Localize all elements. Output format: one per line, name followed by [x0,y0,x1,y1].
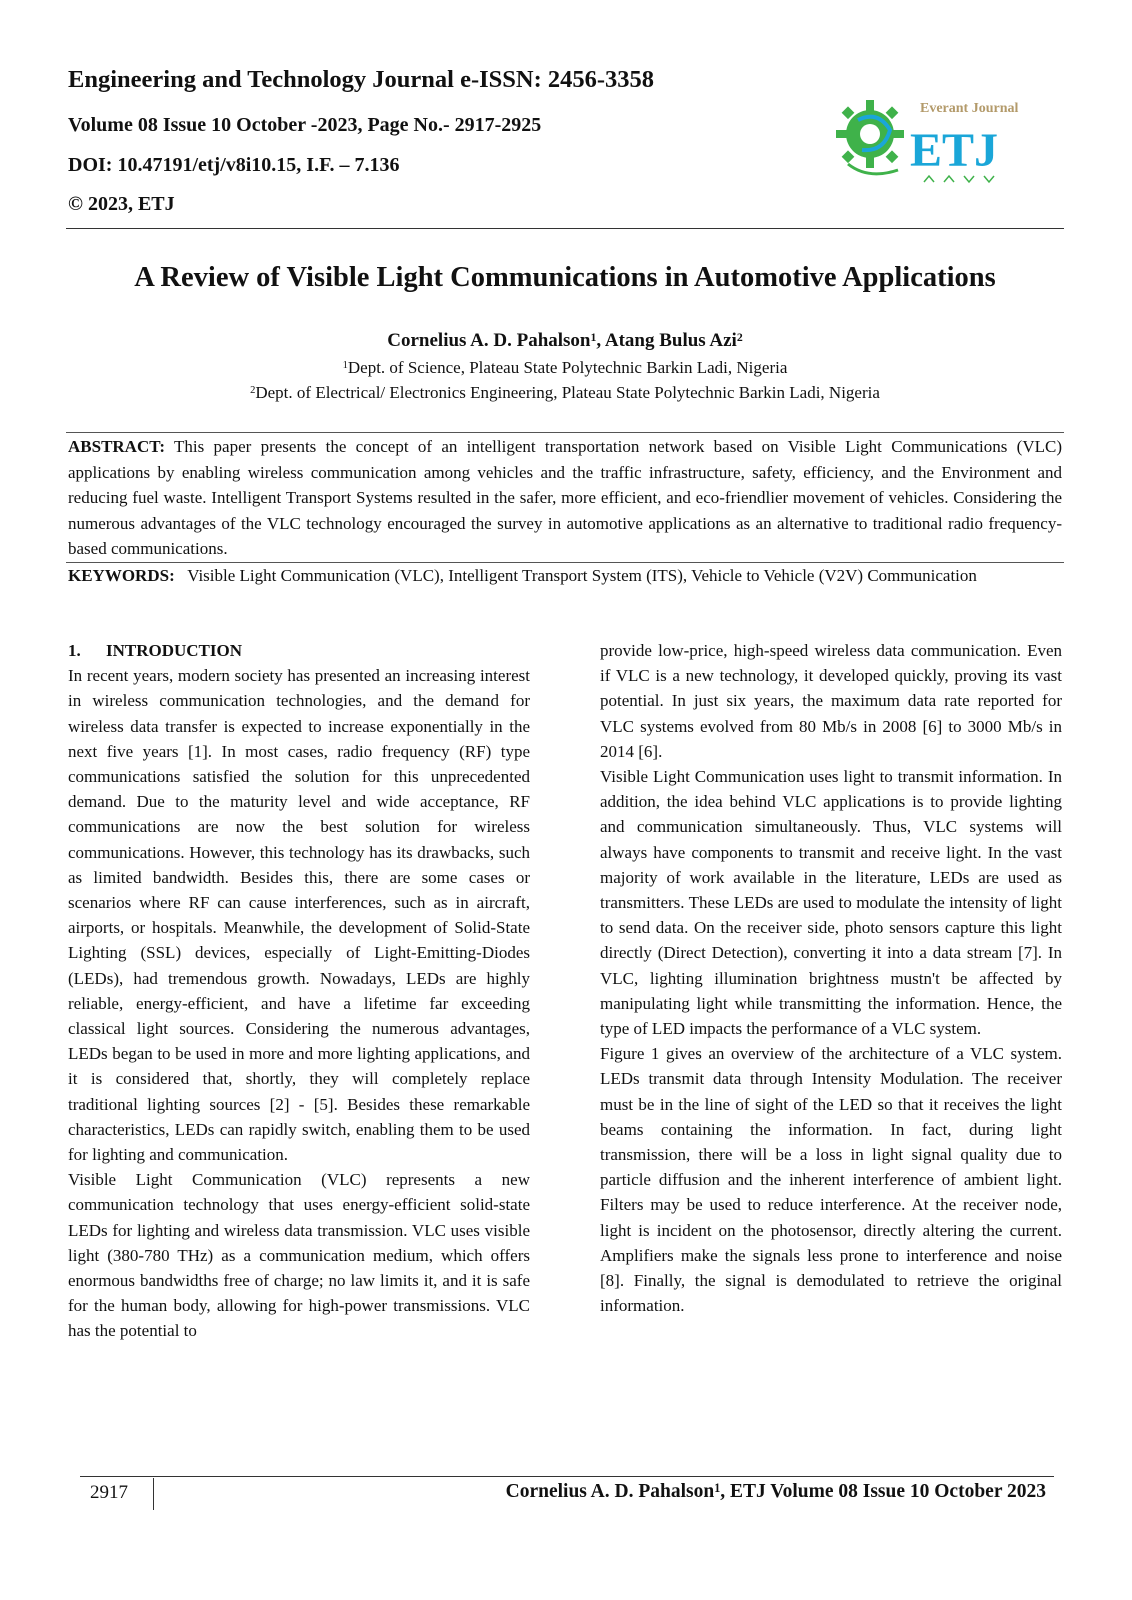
section-title: INTRODUCTION [106,641,243,660]
author-affiliation-mark: 2 [736,330,743,344]
header-divider [66,228,1064,229]
body-paragraph: In recent years, modern society has presented an increasing interest in wireless communication technologies, and the demand for wireless data transfer is expected to increase exponentially in the next five years [1]. In most cases, radio frequency (RF) type communications satisfied the solution for this unprecedented demand. Due to the maturity level and wide acceptance, RF communications are now the best solution for wireless communications. However, this technology has its drawbacks, such as limited bandwidth. Besides this, there are some cases or scenarios where RF can cause interferences, such as in aircraft, airports, or hospitals. Meanwhile, the development of Solid-State Lighting (SSL) devices, especially of Light-Emitting-Diodes (LEDs), had tremendous growth. Nowadays, LEDs are highly reliable, energy-efficient, and have a lifetime far exceeding classical light sources. Considering the numerous advantages, LEDs began to be used in more and more lighting applications, and it is considered that, shortly, they will completely replace traditional lighting sources [2] - [5]. Besides these remarkable characteristics, LEDs can rapidly switch, enabling them to be used for lighting and communication. [68,666,530,1165]
journal-name-issn: Engineering and Technology Journal e-ISSN: 2456-3358 [68,66,655,93]
page-number: 2917 [90,1482,128,1503]
doi-impact-factor: DOI: 10.47191/etj/v8i10.15, I.F. – 7.136 [68,154,400,176]
footer-citation [506,1481,1046,1503]
affiliation-mark: 1 [342,360,348,372]
author-list [66,330,1064,352]
section-number: 1. [68,641,81,660]
volume-pages: Volume 08 Issue 10 October -2023, Page No.- 2917-2925 [68,114,542,136]
footer-journal-ref: , ETJ Volume 08 Issue 10 October 2023 [720,1481,1046,1502]
affiliation-text: Dept. of Electrical/ Electronics Engineering, Plateau State Polytechnic Barkin Ladi, Nigeria [255,383,880,402]
keywords-text: Visible Light Communication (VLC), Intelligent Transport System (ITS), Vehicle to Vehicle (V2V) Communication [187,566,977,585]
abstract-text: This paper presents the concept of an intelligent transportation network based on Visible Light Communications (VLC) applications by enabling wireless communication among vehicles and the traffic infrastructure, safety, efficiency, and the Environment and reducing fuel waste. Intelligent Transport Systems resulted in the safer, more efficient, and eco-friendlier movement of vehicles. Considering the numerous advantages of the VLC technology encouraged the survey in automotive applications as an alternative to traditional radio frequency-based communications. [68,437,1063,558]
section-heading [68,638,530,663]
abstract-label: ABSTRACT: [68,437,165,456]
affiliation [66,383,1064,403]
logo-publisher-text: Everant Journal [920,101,1019,116]
abstract [68,434,1062,562]
body-column-left [68,638,530,1344]
journal-header [68,66,1058,230]
body-paragraph: Visible Light Communication (VLC) represents a new communication technology that uses energy-efficient solid-state LEDs for lighting and wireless data transmission. VLC uses visible light (380-780 THz) as a communication medium, which offers enormous bandwidths free of charge; no law limits it, and it is safe for the human body, allowing for high-power transmissions. VLC has the potential to [68,1170,530,1341]
footer-author-mark: 1 [714,1480,721,1495]
body-paragraph: Figure 1 gives an overview of the architecture of a VLC system. LEDs transmit data through Intensity Modulation. The receiver must be in the line of sight of the LED so that it receives the light beams containing the information. In fact, during light transmission, there will be a loss in light signal quality due to particle diffusion and the inherent interference of ambient light. Filters may be used to reduce interference. At the receiver node, light is incident on the photosensor, directly altering the current. Amplifiers make the signals less prone to interference and noise [8]. Finally, the signal is demodulated to retrieve the original information. [600,1044,1062,1316]
body-paragraph: provide low-price, high-speed wireless data communication. Even if VLC is a new technology, it developed quickly, proving its vast potential. In just six years, the maximum data rate reported for VLC systems evolved from 80 Mb/s in 2008 [6] to 3000 Mb/s in 2014 [6]. [600,641,1062,761]
keywords [68,563,1062,589]
copyright: © 2023, ETJ [68,193,175,215]
affiliation-mark: 2 [250,385,256,397]
author-name: Cornelius A. D. Pahalson [387,330,591,351]
logo-initials: ETJ [910,124,999,177]
author-separator: , [596,330,605,351]
footer-author: Cornelius A. D. Pahalson [505,1481,715,1502]
affiliation-text: Dept. of Science, Plateau State Polytechnic Barkin Ladi, Nigeria [347,358,788,377]
etj-logo [828,90,1038,190]
abstract-top-rule [66,432,1064,433]
footer-separator [153,1478,154,1510]
body-column-right [600,638,1062,1318]
body-paragraph: Visible Light Communication uses light to transmit information. In addition, the idea behind VLC applications is to provide lighting and communication simultaneously. Thus, VLC systems will always have components to transmit and receive light. In the vast majority of work available in the literature, LEDs are used as transmitters. These LEDs are used to modulate the intensity of light to send data. On the receiver side, photo sensors capture this light directly (Direct Detection), converting it into a data stream [7]. In VLC, lighting illumination brightness mustn't be affected by manipulating light while transmitting the information. Hence, the type of LED impacts the performance of a VLC system. [600,767,1062,1039]
keywords-label: KEYWORDS: [68,566,175,585]
author-affiliation-mark: 1 [590,330,597,344]
author-name: Atang Bulus Azi [604,330,737,351]
paper-title: A Review of Visible Light Communications in Automotive Applications [134,262,996,293]
affiliation [66,358,1064,378]
footer-divider [80,1476,1054,1477]
